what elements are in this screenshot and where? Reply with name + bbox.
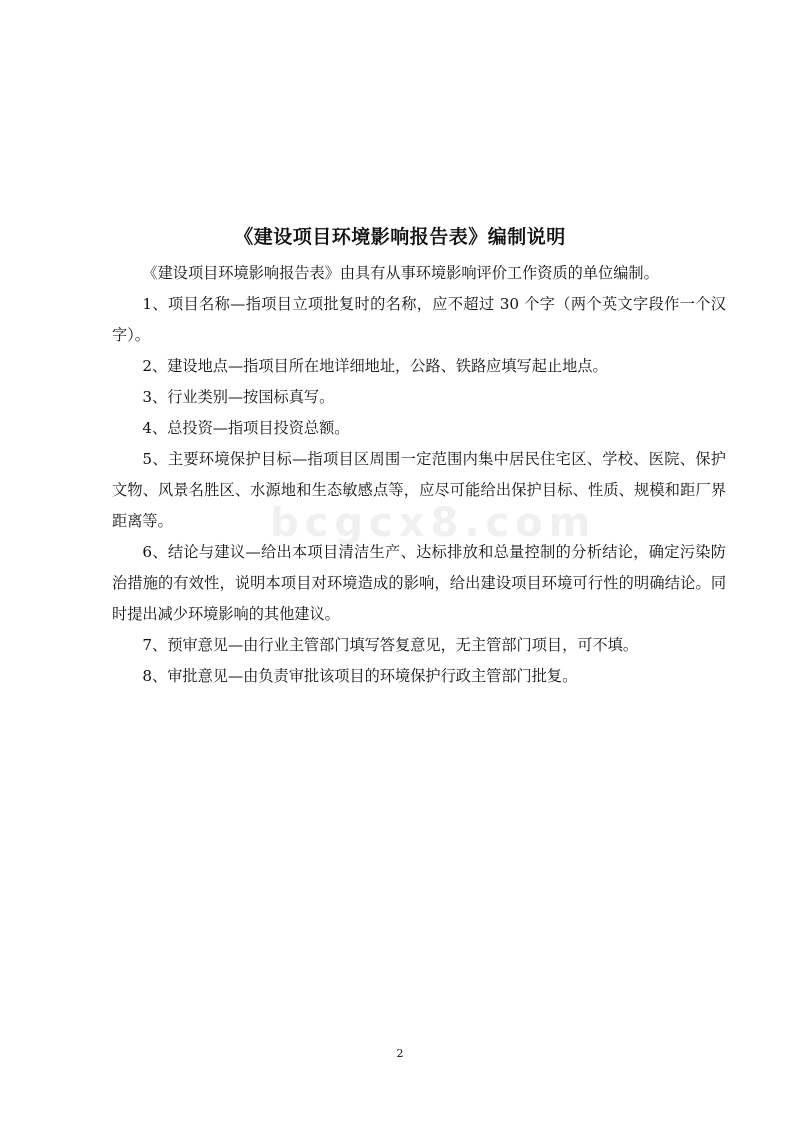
paragraph-intro: 《建设项目环境影响报告表》由具有从事环境影响评价工作资质的单位编制。 — [142, 264, 659, 282]
page-number: 2 — [396, 1047, 404, 1060]
document-body — [112, 258, 726, 692]
paragraph-item-8: 8、审批意见—由负责审批该项目的环境保护行政主管部门批复。 — [142, 667, 578, 685]
paragraph-item-6: 6、结论与建议—给出本项目清洁生产、达标排放和总量控制的分析结论，确定污染防治措施的有效性，说明本项目对环境造成的影响，给出建设项目环境可行性的明确结论。同时提出减少环境影响的其他建议。 — [112, 543, 726, 623]
document-title: 《建设项目环境影响报告表》编制说明 — [234, 226, 566, 248]
paragraph-item-3: 3、行业类别—按国标真写。 — [142, 388, 335, 406]
paragraph-item-2: 2、建设地点—指项目所在地详细地址，公路、铁路应填写起止地点。 — [142, 357, 608, 375]
paragraph-item-1: 1、项目名称—指项目立项批复时的名称，应不超过 30 个字（两个英文字段作一个汉字）。 — [112, 295, 726, 344]
paragraph-item-5: 5、主要环境保护目标—指项目区周围一定范围内集中居民住宅区、学校、医院、保护文物、风景名胜区、水源地和生态敏感点等，应尽可能给出保护目标、性质、规模和距厂界距离等。 — [112, 450, 726, 530]
paragraph-item-4: 4、总投资—指项目投资总额。 — [142, 419, 350, 437]
watermark: bcgcx8.com — [270, 500, 597, 546]
paragraph-item-7: 7、预审意见—由行业主管部门填写答复意见，无主管部门项目，可不填。 — [142, 636, 639, 654]
